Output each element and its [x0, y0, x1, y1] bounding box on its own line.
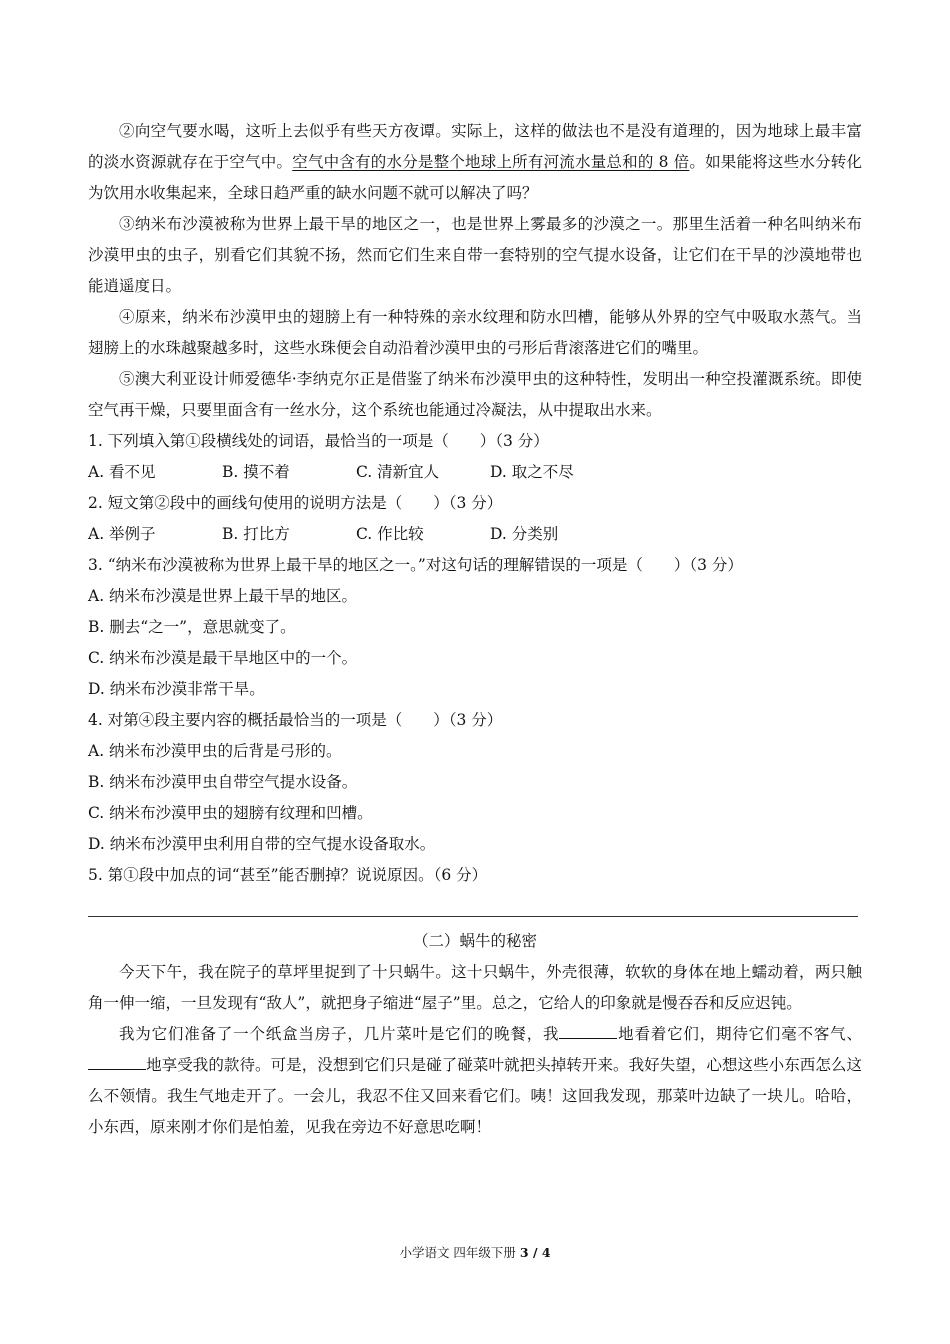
paragraph-5: ⑤澳大利亚设计师爱德华·李纳克尔正是借鉴了纳米布沙漠甲虫的这种特性，发明出一种空投灌溉系统。即使空气再干燥，只要里面含有一丝水分，这个系统也能通过冷凝法，从中提取出水来。: [88, 370, 862, 419]
section-title: （二）蜗牛的秘密: [412, 932, 537, 950]
question-1-options: [88, 457, 862, 488]
option: D. 纳米布沙漠甲虫利用自带的空气提水设备取水。: [88, 835, 436, 853]
question-5: 5. 第①段中加点的词“甚至”能否删掉？说说原因。（6 分）: [88, 866, 488, 884]
snail-paragraph-1: 今天下午，我在院子的草坪里捉到了十只蜗牛。这十只蜗牛，外壳很薄，软软的身体在地上蠕动着，两只触角一伸一缩，一旦发现有“敌人”，就把身子缩进“屋子”里。总之，它给人的印象就是慢吞吞和反应迟钝。: [88, 963, 862, 1012]
page-footer: [0, 1243, 950, 1261]
snail-paragraph-2: [88, 1019, 862, 1143]
snail-paragraph-2-mid: 地看着它们，期待它们毫不客气、: [617, 1025, 862, 1043]
footer-subject: 小学语文 四年级下册: [399, 1245, 520, 1260]
paragraph-4: ④原来，纳米布沙漠甲虫的翅膀上有一种特殊的亲水纹理和防水凹槽，能够从外界的空气中吸取水蒸气。当翅膀上的水珠越聚越多时，这些水珠便会自动沿着沙漠甲虫的弓形后背滚落进它们的嘴里。: [88, 308, 862, 357]
snail-paragraph-2-tail: 地享受我的款待。可是，没想到它们只是碰了碰菜叶就把头掉转开来。我好失望，心想这些小东西怎么这么不领情。我生气地走开了。一会儿，我忍不住又回来看它们。咦！这回我发现，那菜叶边缺了一块儿。哈哈，小东西，原来刚才你们是怕羞，见我在旁边不好意思吃啊！: [88, 1056, 862, 1136]
option: D. 分类别: [490, 525, 559, 543]
question-4: 4. 对第④段主要内容的概括最恰当的一项是（ ）（3 分）: [88, 711, 503, 729]
option: B. 摸不着: [222, 463, 290, 481]
snail-paragraph-2-text: 我为它们准备了一个纸盒当房子，几片菜叶是它们的晚餐，我: [119, 1025, 560, 1043]
option: D. 取之不尽: [490, 463, 574, 481]
passage-two: [88, 926, 862, 1143]
option: C. 纳米布沙漠是最干旱地区中的一个。: [88, 649, 358, 667]
option: A. 举例子: [88, 525, 156, 543]
fill-blank: [559, 1024, 617, 1039]
paragraph-2: [88, 116, 862, 209]
question-1: 1. 下列填入第①段横线处的词语，最恰当的一项是（ ）（3 分）: [88, 432, 549, 450]
option: B. 打比方: [222, 525, 290, 543]
paragraph-2-tail: 。如果能将这些水分转化为饮用水收集起来，全球日趋严重的缺水问题不就可以解决了吗？: [88, 153, 862, 202]
option: B. 删去“之一”，意思就变了。: [88, 618, 296, 636]
option: D. 纳米布沙漠非常干旱。: [88, 680, 265, 698]
question-2: 2. 短文第②段中的画线句使用的说明方法是（ ）（3 分）: [88, 494, 503, 512]
option: B. 纳米布沙漠甲虫自带空气提水设备。: [88, 773, 358, 791]
option: A. 纳米布沙漠是世界上最干旱的地区。: [88, 587, 358, 605]
paragraph-2-text: ②向空气要水喝，这听上去似乎有些天方夜谭。实际上，这样的做法也不是没有道理的，因为地球上最丰富的淡水资源就存在于空气中。: [88, 122, 862, 171]
question-3: 3. “纳米布沙漠被称为世界上最干旱的地区之一。”对这句话的理解错误的一项是（ ）（3 分）: [88, 556, 743, 574]
option: C. 纳米布沙漠甲虫的翅膀有纹理和凹槽。: [88, 804, 373, 822]
page-number: 3 / 4: [519, 1245, 551, 1260]
fill-blank: [88, 1055, 146, 1070]
option: A. 看不见: [88, 463, 156, 481]
option: C. 作比较: [356, 525, 424, 543]
paragraph-3: ③纳米布沙漠被称为世界上最干旱的地区之一，也是世界上雾最多的沙漠之一。那里生活着一种名叫纳米布沙漠甲虫的虫子，别看它们其貌不扬，然而它们生来自带一套特别的空气提水设备，让它们在干旱的沙漠地带也能逍遥度日。: [88, 215, 862, 295]
underlined-sentence: 空气中含有的水分是整个地球上所有河流水量总和的 8 倍: [292, 153, 690, 171]
option: A. 纳米布沙漠甲虫的后背是弓形的。: [88, 742, 342, 760]
answer-line: [88, 916, 858, 917]
passage-one: [88, 116, 862, 891]
option: C. 清新宜人: [356, 463, 440, 481]
question-2-options: [88, 519, 862, 550]
